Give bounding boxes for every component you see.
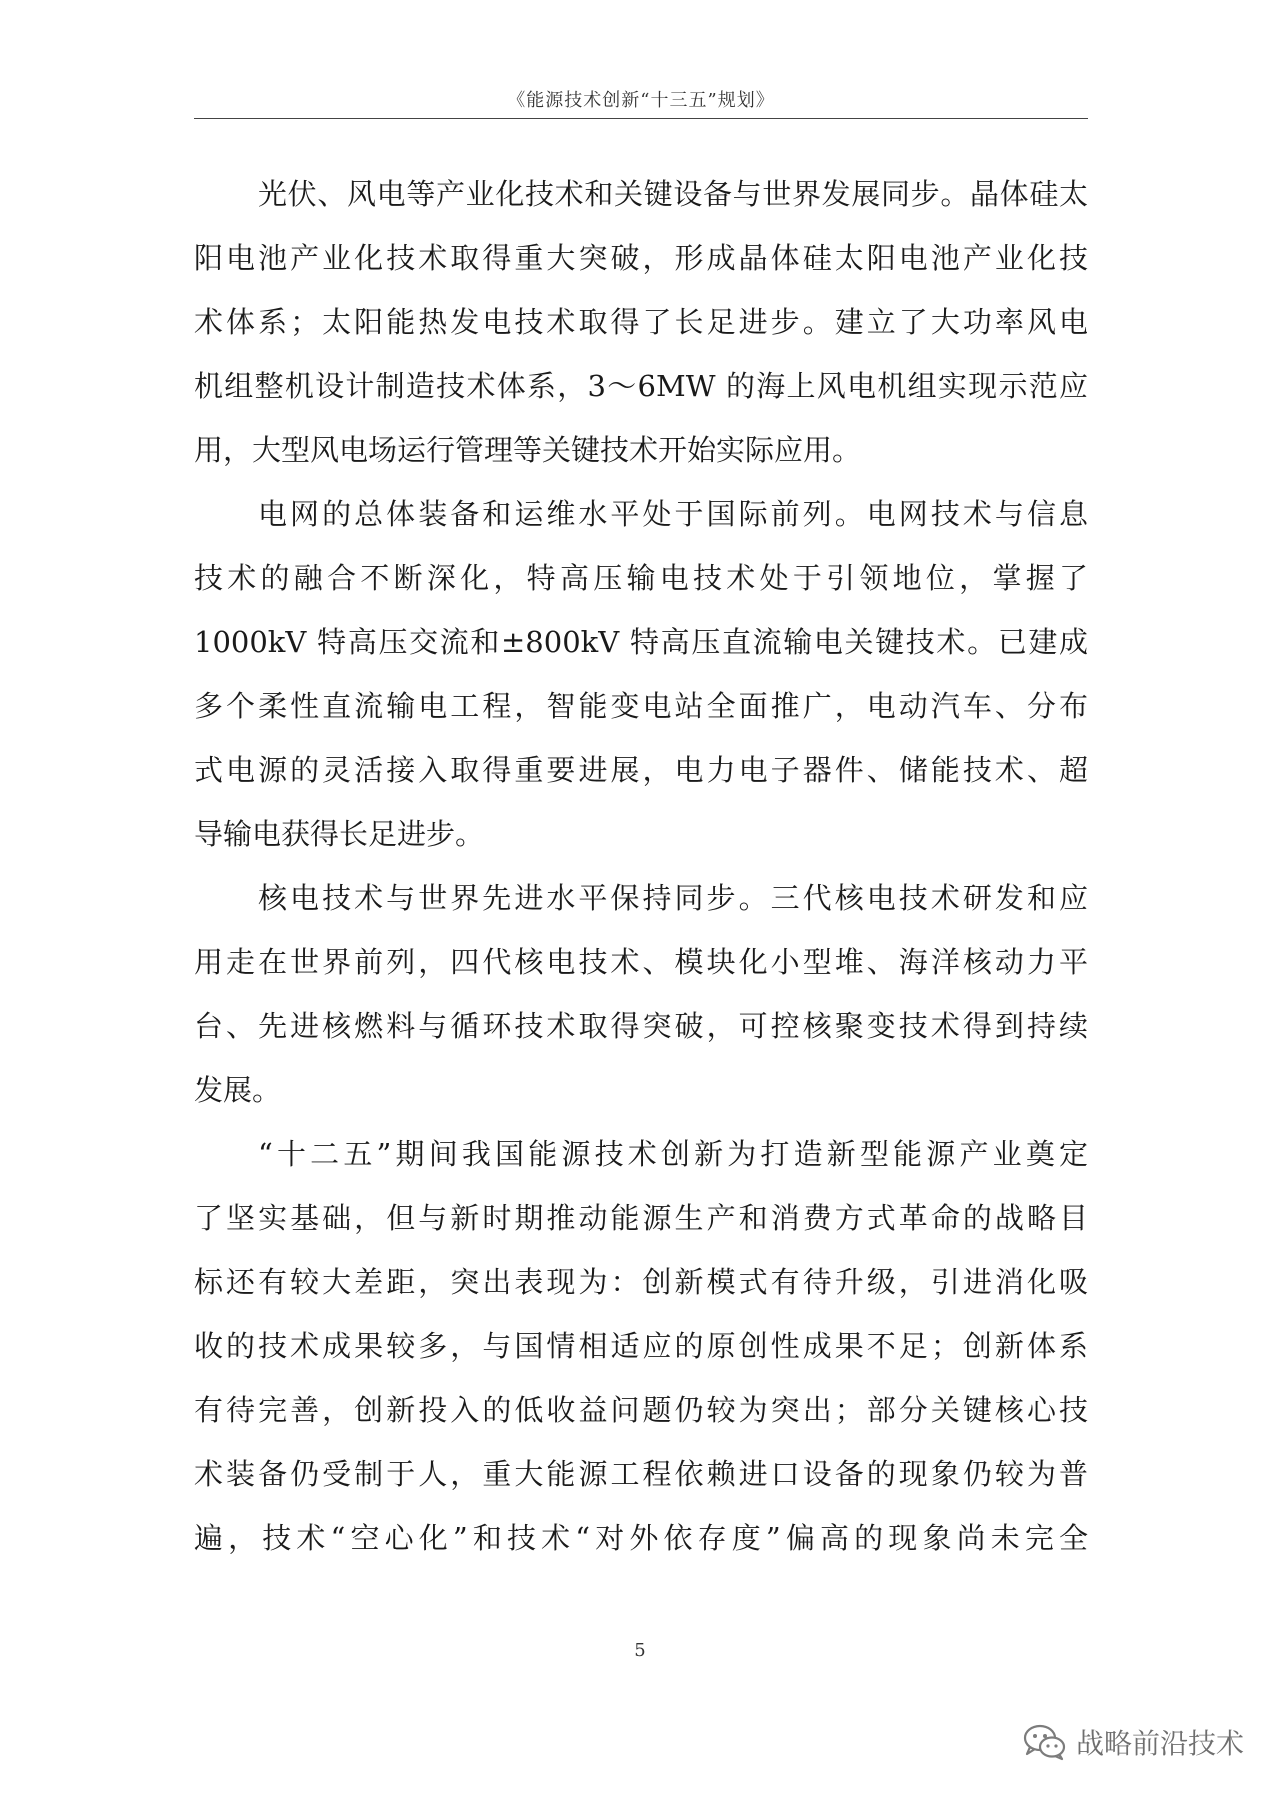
watermark (1022, 1722, 1244, 1762)
page-number: 5 (634, 1640, 646, 1661)
text-line: 术装备仍受制于人，重大能源工程依赖进口设备的现象仍较为普 (194, 1457, 1088, 1491)
text-line: 阳电池产业化技术取得重大突破，形成晶体硅太阳电池产业化技 (194, 241, 1088, 275)
text-line: 导输电获得长足进步。 (194, 817, 485, 851)
paragraph-4 (194, 1122, 1088, 1570)
document-body (194, 162, 1088, 1570)
paragraph-2 (194, 482, 1088, 866)
text-line: 用走在世界前列，四代核电技术、模块化小型堆、海洋核动力平 (194, 945, 1088, 979)
watermark-text: 战略前沿技术 (1075, 1727, 1244, 1760)
text-line: 标还有较大差距，突出表现为：创新模式有待升级，引进消化吸 (194, 1265, 1088, 1299)
text-line: 收的技术成果较多，与国情相适应的原创性成果不足；创新体系 (194, 1329, 1088, 1363)
text-line: 有待完善，创新投入的低收益问题仍较为突出；部分关键核心技 (194, 1393, 1088, 1427)
text-line: 1000kV 特高压交流和±800kV 特高压直流输电关键技术。已建成 (194, 625, 1088, 659)
text-line: 式电源的灵活接入取得重要进展，电力电子器件、储能技术、超 (194, 753, 1088, 787)
text-line: 发展。 (194, 1073, 282, 1107)
text-line: 用，大型风电场运行管理等关键技术开始实际应用。 (194, 433, 862, 467)
text-line: 了坚实基础，但与新时期推动能源生产和消费方式革命的战略目 (194, 1201, 1088, 1235)
text-line: 技术的融合不断深化，特高压输电技术处于引领地位，掌握了 (194, 561, 1088, 595)
text-line: 电网的总体装备和运维水平处于国际前列。电网技术与信息 (258, 497, 1088, 531)
text-line: 光伏、风电等产业化技术和关键设备与世界发展同步。晶体硅太 (258, 177, 1088, 211)
text-line: 多个柔性直流输电工程，智能变电站全面推广，电动汽车、分布 (194, 689, 1088, 723)
text-line: 术体系；太阳能热发电技术取得了长足进步。建立了大功率风电 (194, 305, 1088, 339)
text-line: 核电技术与世界先进水平保持同步。三代核电技术研发和应 (258, 881, 1088, 915)
text-line: 机组整机设计制造技术体系，3～6MW 的海上风电机组实现示范应 (194, 369, 1088, 403)
paragraph-1 (194, 162, 1088, 482)
paragraph-3 (194, 866, 1088, 1122)
header-divider (194, 118, 1088, 119)
wechat-icon (1022, 1722, 1068, 1762)
text-line: 台、先进核燃料与循环技术取得突破，可控核聚变技术得到持续 (194, 1009, 1088, 1043)
text-line: “十二五”期间我国能源技术创新为打造新型能源产业奠定 (258, 1137, 1088, 1171)
page-header: 《能源技术创新“十三五”规划》 (507, 90, 775, 111)
text-line: 遍，技术“空心化”和技术“对外依存度”偏高的现象尚未完全 (194, 1521, 1088, 1555)
